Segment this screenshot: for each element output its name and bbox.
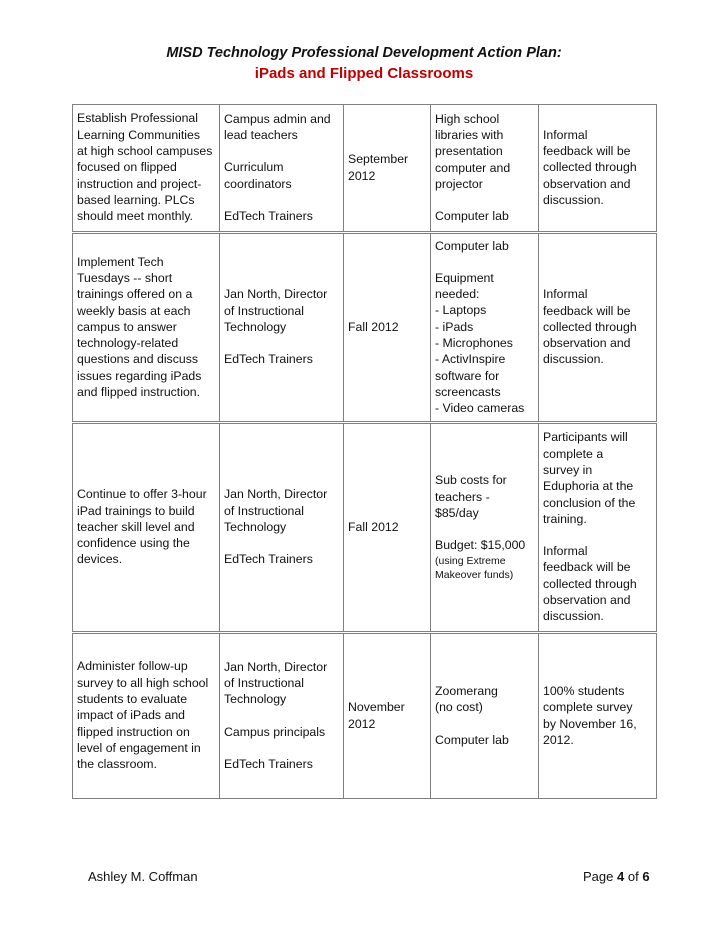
responsible-cell <box>220 233 344 423</box>
responsible-text: EdTech Trainers <box>224 352 313 367</box>
resources-text: Zoomerang (no cost) <box>435 684 498 715</box>
footer-page-number <box>583 869 650 884</box>
page-total: 6 <box>642 869 650 884</box>
responsible-cell <box>220 105 344 233</box>
timeline-text: Fall 2012 <box>348 319 399 334</box>
responsible-text: EdTech Trainers <box>224 756 313 771</box>
activity-text: Establish Professional Learning Communities at high school campuses focused on flipped instruction and project- based learning. PLCs should meet monthly. <box>77 111 213 224</box>
timeline-text: November 2012 <box>348 700 405 731</box>
activity-cell <box>73 633 220 799</box>
responsible-text: Curriculum coordinators <box>224 160 292 191</box>
activity-cell <box>73 105 220 233</box>
responsible-text: Jan North, Director of Instructional Technology <box>224 659 328 707</box>
table-row <box>73 633 657 799</box>
activity-cell <box>73 233 220 423</box>
timeline-text: Fall 2012 <box>348 519 399 534</box>
table-row <box>73 105 657 233</box>
evaluation-text: 100% students complete survey by November 16, 2012. <box>543 683 637 747</box>
timeline-cell <box>344 233 431 423</box>
footer-author: Ashley M. Coffman <box>88 869 198 884</box>
resources-text: Computer lab <box>435 732 509 747</box>
resources-text: Computer lab <box>435 238 509 253</box>
timeline-cell <box>344 105 431 233</box>
timeline-cell <box>344 423 431 633</box>
resources-cell <box>431 233 539 423</box>
responsible-text: Jan North, Director of Instructional Technology <box>224 287 328 334</box>
evaluation-text: Participants will complete a survey in Eduphoria at the conclusion of the training. <box>543 430 636 526</box>
evaluation-cell <box>539 633 657 799</box>
table-row <box>73 233 657 423</box>
resources-cell <box>431 423 539 633</box>
responsible-text: EdTech Trainers <box>224 208 313 223</box>
evaluation-text: Informal feedback will be collected through observation and discussion. <box>543 287 637 367</box>
evaluation-text: Informal feedback will be collected through observation and discussion. <box>543 127 637 207</box>
resources-text: Budget: $15,000 <box>435 538 526 553</box>
resources-cell <box>431 105 539 233</box>
responsible-cell <box>220 423 344 633</box>
responsible-text: Campus principals <box>224 724 326 739</box>
responsible-text: Jan North, Director of Instructional Technology <box>224 487 328 534</box>
page-label: Page <box>583 869 614 884</box>
activity-text: Administer follow-up survey to all high school students to evaluate impact of iPads and flipped instruction on level of engagement in the classroom. <box>77 659 209 772</box>
resources-text: High school libraries with presentation computer and projector <box>435 111 511 191</box>
resources-note: (using Extreme Makeover funds) <box>435 554 514 581</box>
document-title: MISD Technology Professional Development Action Plan: <box>166 45 562 61</box>
document-subtitle: iPads and Flipped Classrooms <box>254 65 474 82</box>
evaluation-cell <box>539 233 657 423</box>
responsible-cell <box>220 633 344 799</box>
activity-text: Continue to offer 3-hour iPad trainings to build teacher skill level and confidence using the devices. <box>77 487 207 567</box>
timeline-cell <box>344 633 431 799</box>
responsible-text: EdTech Trainers <box>224 552 313 567</box>
resources-text: Equipment needed: - Laptops - iPads - Microphones - ActivInspire software for screencasts - Video cameras <box>435 270 525 416</box>
activity-text: Implement Tech Tuesdays -- short trainings offered on a weekly basis at each campus to answer technology-related questions and discuss issues regarding iPads and flipped instruction. <box>77 254 202 400</box>
resources-text: Sub costs for teachers - $85/day <box>435 473 507 520</box>
resources-text: Computer lab <box>435 209 509 224</box>
page-of: of <box>627 869 639 884</box>
resources-cell <box>431 633 539 799</box>
activity-cell <box>73 423 220 633</box>
evaluation-cell <box>539 105 657 233</box>
table-row <box>73 423 657 633</box>
evaluation-cell <box>539 423 657 633</box>
responsible-text: Campus admin and lead teachers <box>224 111 331 143</box>
action-plan-table <box>72 104 657 799</box>
evaluation-text: Informal feedback will be collected through observation and discussion. <box>543 544 637 624</box>
timeline-text: September 2012 <box>348 152 409 183</box>
page-current: 4 <box>617 869 625 884</box>
